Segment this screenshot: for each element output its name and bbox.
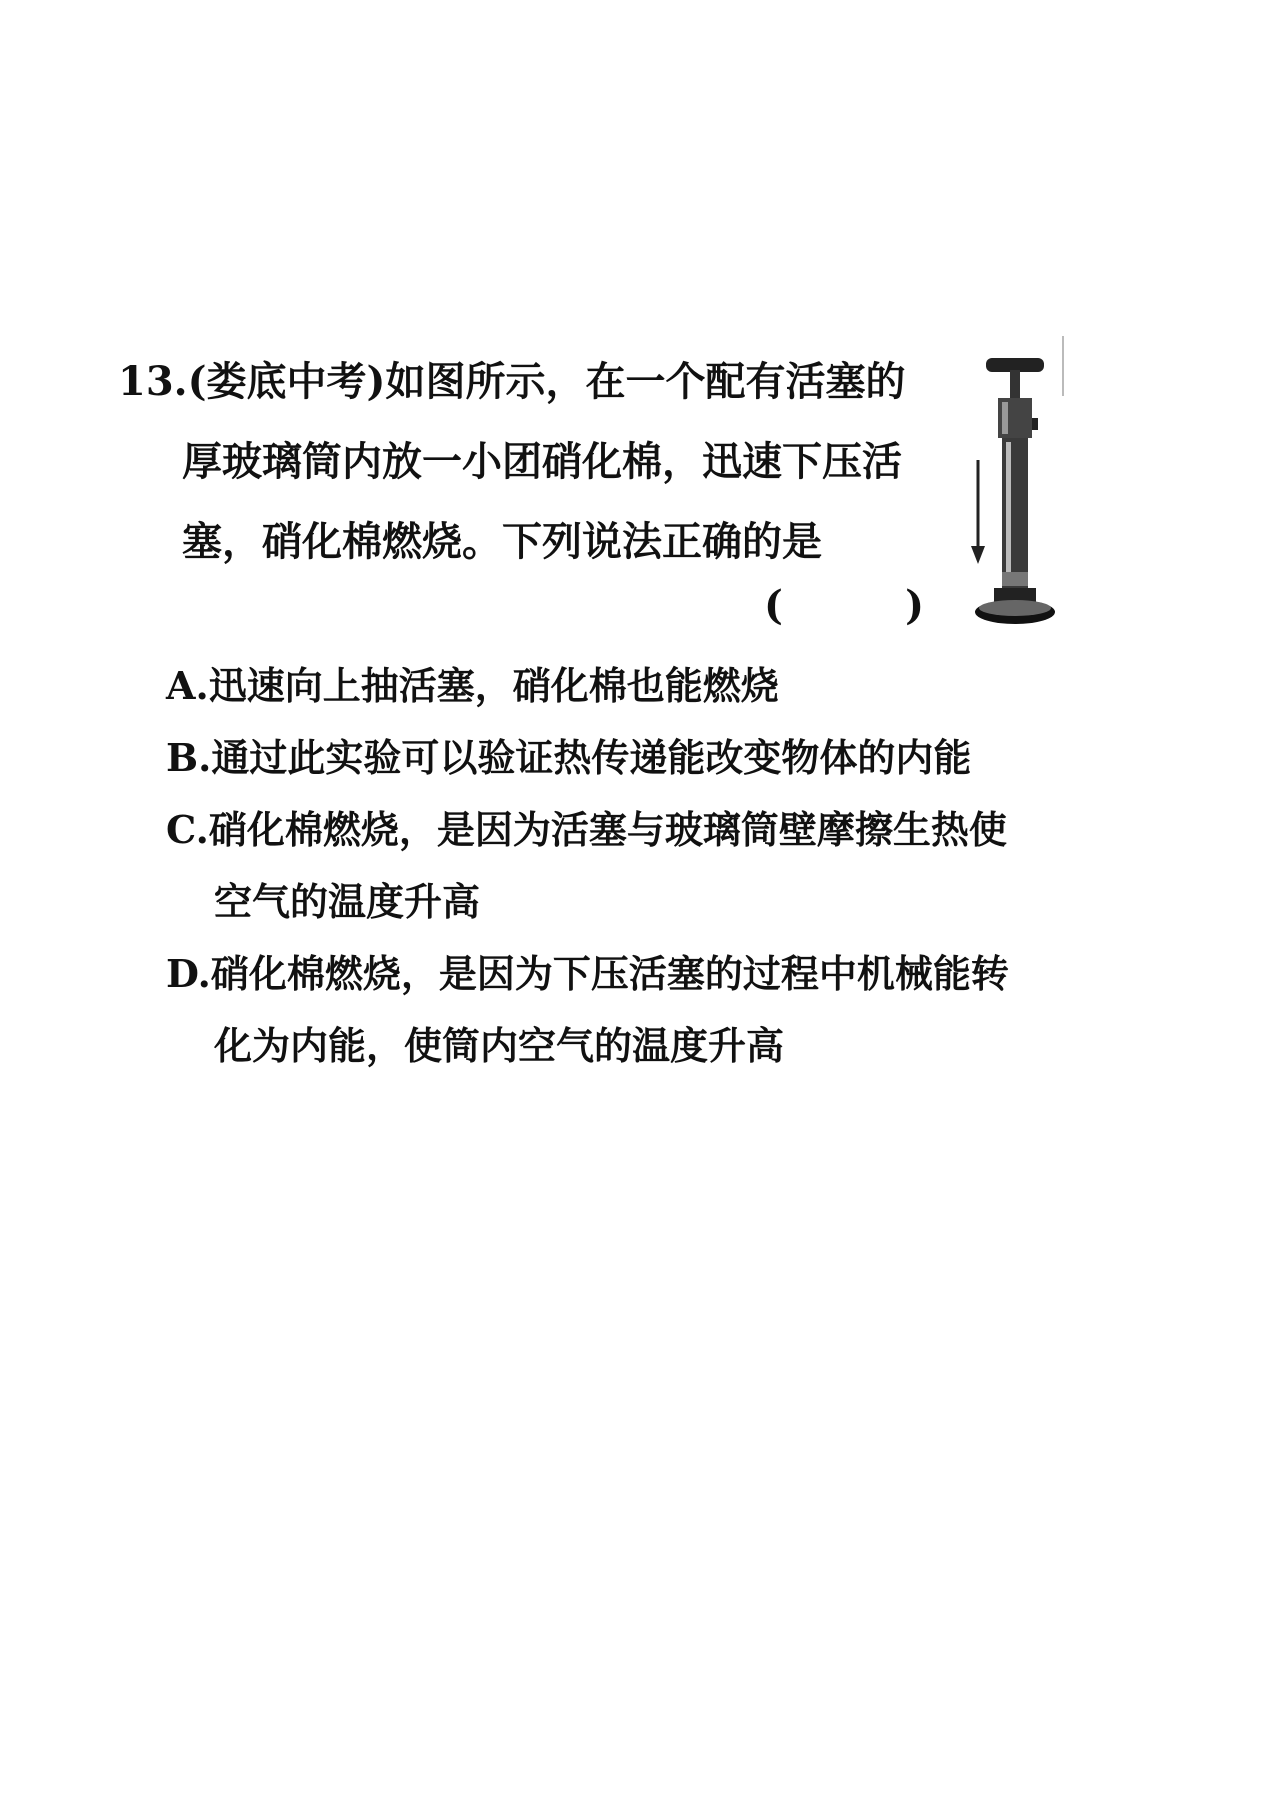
option-c-letter: C.	[166, 807, 209, 852]
option-b-text: 通过此实验可以验证热传递能改变物体的内能	[211, 735, 972, 780]
option-a-line	[166, 650, 1046, 722]
option-d-text-2: 化为内能，使筒内空气的温度升高	[214, 1023, 785, 1068]
piston-cylinder-apparatus-icon	[958, 350, 1088, 640]
option-b	[166, 722, 1046, 794]
option-c	[166, 794, 1046, 938]
option-a	[166, 650, 1046, 722]
option-a-text: 迅速向上抽活塞，硝化棉也能燃烧	[208, 663, 779, 708]
option-c-text-2: 空气的温度升高	[214, 879, 481, 924]
answer-blank	[764, 566, 924, 646]
question-line-2: 厚玻璃筒内放一小团硝化棉，迅速下压活	[182, 438, 902, 485]
option-c-text-1: 硝化棉燃烧，是因为活塞与玻璃筒壁摩擦生热使	[208, 807, 1007, 852]
option-d-letter: D.	[166, 951, 211, 996]
option-c-line	[166, 794, 1046, 866]
option-a-letter: A.	[166, 663, 209, 708]
answer-paren-close: )	[905, 582, 924, 629]
option-d-text-1: 硝化棉燃烧，是因为下压活塞的过程中机械能转	[210, 951, 1009, 996]
question-source: (娄底中考)	[187, 358, 386, 405]
question-text-1: 如图所示，在一个配有活塞的	[385, 358, 906, 405]
option-d	[166, 938, 1046, 1082]
option-d-line	[166, 938, 1046, 1010]
question-line-1	[118, 342, 948, 422]
option-b-letter: B.	[166, 735, 212, 780]
answer-paren-open: (	[764, 582, 783, 629]
question-stem	[118, 342, 948, 582]
question-line-3: 塞，硝化棉燃烧。下列说法正确的是	[182, 518, 822, 565]
option-b-line	[166, 722, 1046, 794]
question-number: 13.	[118, 358, 188, 405]
options-list	[166, 650, 1046, 1082]
